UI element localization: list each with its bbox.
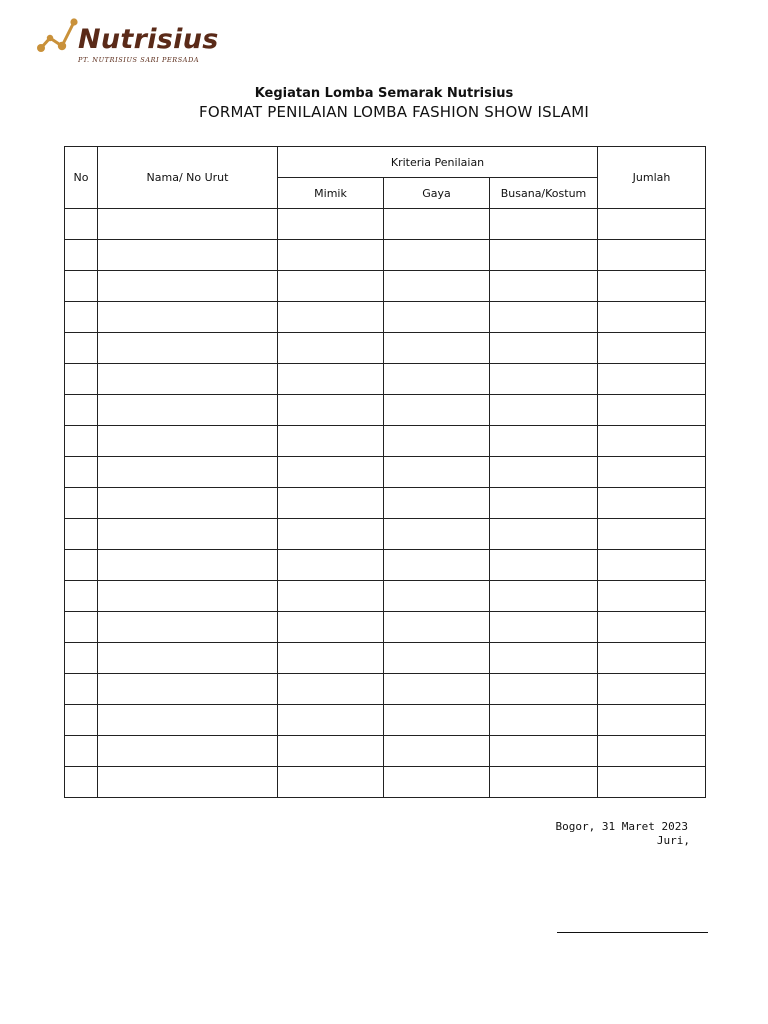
- cell-no[interactable]: [65, 674, 98, 705]
- cell-no[interactable]: [65, 643, 98, 674]
- table-row: [65, 767, 706, 798]
- table-row: [65, 457, 706, 488]
- cell-no[interactable]: [65, 302, 98, 333]
- cell-gaya[interactable]: [384, 364, 490, 395]
- cell-busana[interactable]: [490, 705, 598, 736]
- table-row: [65, 395, 706, 426]
- cell-name[interactable]: [98, 643, 278, 674]
- header-total: Jumlah: [598, 147, 706, 209]
- company-logo: [36, 14, 236, 70]
- cell-no[interactable]: [65, 395, 98, 426]
- cell-total[interactable]: [598, 581, 706, 612]
- cell-no[interactable]: [65, 488, 98, 519]
- cell-total[interactable]: [598, 271, 706, 302]
- cell-name[interactable]: [98, 519, 278, 550]
- cell-name[interactable]: [98, 612, 278, 643]
- cell-mimik[interactable]: [278, 519, 384, 550]
- cell-total[interactable]: [598, 767, 706, 798]
- cell-no[interactable]: [65, 426, 98, 457]
- cell-busana[interactable]: [490, 550, 598, 581]
- cell-total[interactable]: [598, 519, 706, 550]
- table-row: [65, 674, 706, 705]
- cell-total[interactable]: [598, 643, 706, 674]
- cell-name[interactable]: [98, 302, 278, 333]
- table-row: [65, 643, 706, 674]
- cell-name[interactable]: [98, 705, 278, 736]
- table-row: [65, 705, 706, 736]
- cell-mimik[interactable]: [278, 488, 384, 519]
- cell-no[interactable]: [65, 364, 98, 395]
- cell-name[interactable]: [98, 736, 278, 767]
- table-row: [65, 209, 706, 240]
- cell-mimik[interactable]: [278, 612, 384, 643]
- cell-gaya[interactable]: [384, 736, 490, 767]
- cell-gaya[interactable]: [384, 426, 490, 457]
- cell-name[interactable]: [98, 581, 278, 612]
- table-row: [65, 271, 706, 302]
- cell-gaya[interactable]: [384, 674, 490, 705]
- cell-total[interactable]: [598, 457, 706, 488]
- cell-total[interactable]: [598, 674, 706, 705]
- table-row: [65, 488, 706, 519]
- cell-busana[interactable]: [490, 209, 598, 240]
- cell-total[interactable]: [598, 550, 706, 581]
- cell-total[interactable]: [598, 705, 706, 736]
- cell-gaya[interactable]: [384, 705, 490, 736]
- cell-busana[interactable]: [490, 488, 598, 519]
- header-criteria: Kriteria Penilaian: [278, 147, 598, 178]
- cell-no[interactable]: [65, 457, 98, 488]
- cell-total[interactable]: [598, 333, 706, 364]
- cell-name[interactable]: [98, 767, 278, 798]
- cell-name[interactable]: [98, 240, 278, 271]
- cell-total[interactable]: [598, 240, 706, 271]
- cell-gaya[interactable]: [384, 519, 490, 550]
- table-row: [65, 333, 706, 364]
- cell-gaya[interactable]: [384, 271, 490, 302]
- table-row: [65, 426, 706, 457]
- cell-gaya[interactable]: [384, 457, 490, 488]
- cell-gaya[interactable]: [384, 550, 490, 581]
- company-name: PT. NUTRISIUS SARI PERSADA: [78, 56, 200, 64]
- cell-mimik[interactable]: [278, 426, 384, 457]
- molecule-logo-icon: [36, 16, 84, 54]
- cell-mimik[interactable]: [278, 674, 384, 705]
- signature-role: Juri,: [656, 834, 690, 847]
- cell-busana[interactable]: [490, 736, 598, 767]
- cell-gaya[interactable]: [384, 209, 490, 240]
- cell-mimik[interactable]: [278, 302, 384, 333]
- scoring-table-body: [65, 209, 706, 798]
- cell-no[interactable]: [65, 767, 98, 798]
- table-row: [65, 364, 706, 395]
- table-row: [65, 302, 706, 333]
- cell-mimik[interactable]: [278, 240, 384, 271]
- cell-mimik[interactable]: [278, 643, 384, 674]
- cell-no[interactable]: [65, 581, 98, 612]
- cell-mimik[interactable]: [278, 209, 384, 240]
- cell-gaya[interactable]: [384, 581, 490, 612]
- cell-total[interactable]: [598, 488, 706, 519]
- cell-mimik[interactable]: [278, 333, 384, 364]
- header-criteria-gaya: Gaya: [384, 178, 490, 209]
- cell-no[interactable]: [65, 333, 98, 364]
- cell-no[interactable]: [65, 736, 98, 767]
- cell-mimik[interactable]: [278, 550, 384, 581]
- table-row: [65, 612, 706, 643]
- cell-name[interactable]: [98, 271, 278, 302]
- document-title: FORMAT PENILAIAN LOMBA FASHION SHOW ISLAMI: [199, 103, 589, 121]
- table-row: [65, 550, 706, 581]
- cell-busana[interactable]: [490, 674, 598, 705]
- table-row: [65, 581, 706, 612]
- cell-no[interactable]: [65, 612, 98, 643]
- header-criteria-busana: Busana/Kostum: [490, 178, 598, 209]
- cell-no[interactable]: [65, 519, 98, 550]
- table-row: [65, 519, 706, 550]
- cell-name[interactable]: [98, 395, 278, 426]
- signature-place-date: Bogor, 31 Maret 2023: [555, 820, 688, 833]
- cell-gaya[interactable]: [384, 612, 490, 643]
- cell-mimik[interactable]: [278, 271, 384, 302]
- cell-no[interactable]: [65, 271, 98, 302]
- cell-total[interactable]: [598, 302, 706, 333]
- cell-gaya[interactable]: [384, 488, 490, 519]
- cell-busana[interactable]: [490, 426, 598, 457]
- header-name: Nama/ No Urut: [98, 147, 278, 209]
- cell-name[interactable]: [98, 674, 278, 705]
- cell-name[interactable]: [98, 364, 278, 395]
- cell-gaya[interactable]: [384, 333, 490, 364]
- cell-busana[interactable]: [490, 271, 598, 302]
- cell-gaya[interactable]: [384, 302, 490, 333]
- cell-gaya[interactable]: [384, 767, 490, 798]
- cell-no[interactable]: [65, 240, 98, 271]
- cell-name[interactable]: [98, 333, 278, 364]
- cell-name[interactable]: [98, 209, 278, 240]
- brand-name: Nutrisius: [78, 24, 219, 55]
- cell-busana[interactable]: [490, 581, 598, 612]
- cell-busana[interactable]: [490, 240, 598, 271]
- cell-busana[interactable]: [490, 457, 598, 488]
- cell-busana[interactable]: [490, 395, 598, 426]
- cell-no[interactable]: [65, 550, 98, 581]
- cell-busana[interactable]: [490, 643, 598, 674]
- cell-total[interactable]: [598, 395, 706, 426]
- cell-mimik[interactable]: [278, 364, 384, 395]
- cell-mimik[interactable]: [278, 581, 384, 612]
- cell-mimik[interactable]: [278, 767, 384, 798]
- document-subtitle: Kegiatan Lomba Semarak Nutrisius: [254, 86, 514, 101]
- signature-line: [557, 932, 708, 933]
- cell-name[interactable]: [98, 426, 278, 457]
- cell-name[interactable]: [98, 550, 278, 581]
- table-row: [65, 240, 706, 271]
- cell-total[interactable]: [598, 364, 706, 395]
- cell-busana[interactable]: [490, 364, 598, 395]
- cell-busana[interactable]: [490, 612, 598, 643]
- cell-gaya[interactable]: [384, 240, 490, 271]
- cell-busana[interactable]: [490, 333, 598, 364]
- header-criteria-mimik: Mimik: [278, 178, 384, 209]
- table-row: [65, 736, 706, 767]
- cell-total[interactable]: [598, 612, 706, 643]
- cell-gaya[interactable]: [384, 643, 490, 674]
- cell-total[interactable]: [598, 736, 706, 767]
- cell-total[interactable]: [598, 426, 706, 457]
- cell-mimik[interactable]: [278, 736, 384, 767]
- cell-mimik[interactable]: [278, 457, 384, 488]
- cell-mimik[interactable]: [278, 395, 384, 426]
- cell-busana[interactable]: [490, 302, 598, 333]
- cell-gaya[interactable]: [384, 395, 490, 426]
- header-no: No: [65, 147, 98, 209]
- cell-name[interactable]: [98, 488, 278, 519]
- cell-mimik[interactable]: [278, 705, 384, 736]
- cell-no[interactable]: [65, 209, 98, 240]
- cell-busana[interactable]: [490, 767, 598, 798]
- cell-busana[interactable]: [490, 519, 598, 550]
- cell-total[interactable]: [598, 209, 706, 240]
- cell-no[interactable]: [65, 705, 98, 736]
- scoring-table: [64, 146, 706, 798]
- cell-name[interactable]: [98, 457, 278, 488]
